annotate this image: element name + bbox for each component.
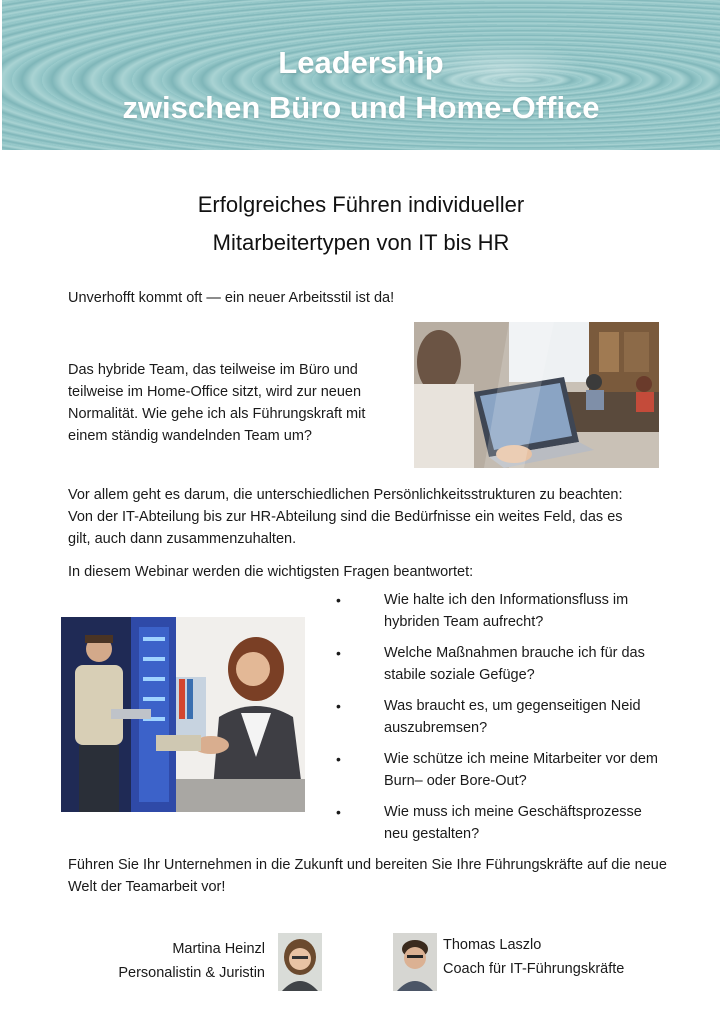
question-text: Welche Maßnahmen brauche ich für das stabile soziale Gefüge? bbox=[384, 645, 645, 683]
closing-paragraph: Führen Sie Ihr Unternehmen in die Zukunft und bereiten Sie Ihre Führungskräfte auf die neue Welt der Teamarbeit vor! bbox=[68, 857, 667, 895]
question-text: Was braucht es, um gegenseitigen Neid auszubremsen? bbox=[384, 698, 641, 736]
it-hr-photo bbox=[61, 617, 305, 812]
bullet-icon: • bbox=[336, 751, 341, 767]
paragraph-hybrid-team: Das hybride Team, das teilweise im Büro und teilweise im Home-Office sitzt, wird zur neuen Normalität. Wie gehe ich als Führungskraft mit einem ständig wandelnden Team um? bbox=[68, 362, 366, 444]
list-item bbox=[330, 642, 670, 686]
bullet-icon: • bbox=[336, 804, 341, 820]
question-text: Wie halte ich den Informationsfluss im hybriden Team aufrecht? bbox=[384, 592, 629, 630]
bullet-icon: • bbox=[336, 698, 341, 714]
subtitle-line1: Erfolgreiches Führen individueller bbox=[197, 192, 525, 217]
presenter-name: Thomas Laszlo bbox=[443, 937, 542, 953]
list-item bbox=[330, 801, 670, 845]
avatar-thomas bbox=[393, 933, 437, 991]
questions-list bbox=[330, 589, 670, 854]
presenter-role: Personalistin & Juristin bbox=[118, 965, 265, 981]
question-text: Wie schütze ich meine Mitarbeiter vor dem Burn– oder Bore-Out? bbox=[384, 751, 658, 789]
it-hr-illustration bbox=[61, 617, 305, 812]
video-conference-illustration bbox=[414, 322, 659, 468]
bullet-icon: • bbox=[336, 645, 341, 661]
avatar-martina-illustration bbox=[278, 933, 322, 991]
header-banner bbox=[2, 0, 720, 150]
avatar-thomas-illustration bbox=[393, 933, 437, 991]
presenter-name: Martina Heinzl bbox=[172, 941, 265, 957]
paragraph-personality-structures: Vor allem geht es darum, die unterschiedlichen Persönlichkeitsstrukturen zu beachten: Von der IT-Abteilung bis zur HR-Abteilung sind die Bedürfnisse ein weites Feld, das es gilt, auch dann zusammenzuhalten. bbox=[68, 487, 623, 547]
presenter-thomas bbox=[443, 933, 624, 981]
banner-title-line1: Leadership bbox=[278, 45, 444, 80]
list-item bbox=[330, 695, 670, 739]
subtitle-line2: Mitarbeitertypen von IT bis HR bbox=[212, 230, 510, 255]
presenter-role: Coach für IT-Führungskräfte bbox=[443, 961, 625, 977]
avatar-martina bbox=[278, 933, 322, 991]
intro-line: Unverhofft kommt oft — ein neuer Arbeitsstil ist da! bbox=[68, 290, 395, 306]
presenter-martina bbox=[118, 937, 265, 985]
list-item bbox=[330, 748, 670, 792]
video-conference-photo bbox=[414, 322, 659, 468]
paragraph-webinar-questions: In diesem Webinar werden die wichtigsten Fragen beantwortet: bbox=[68, 564, 474, 580]
banner-title bbox=[2, 40, 720, 130]
bullet-icon: • bbox=[336, 592, 341, 608]
question-text: Wie muss ich meine Geschäftsprozesse neu gestalten? bbox=[384, 804, 642, 842]
subtitle bbox=[0, 186, 722, 262]
list-item bbox=[330, 589, 670, 633]
banner-title-line2: zwischen Büro und Home-Office bbox=[122, 90, 600, 125]
